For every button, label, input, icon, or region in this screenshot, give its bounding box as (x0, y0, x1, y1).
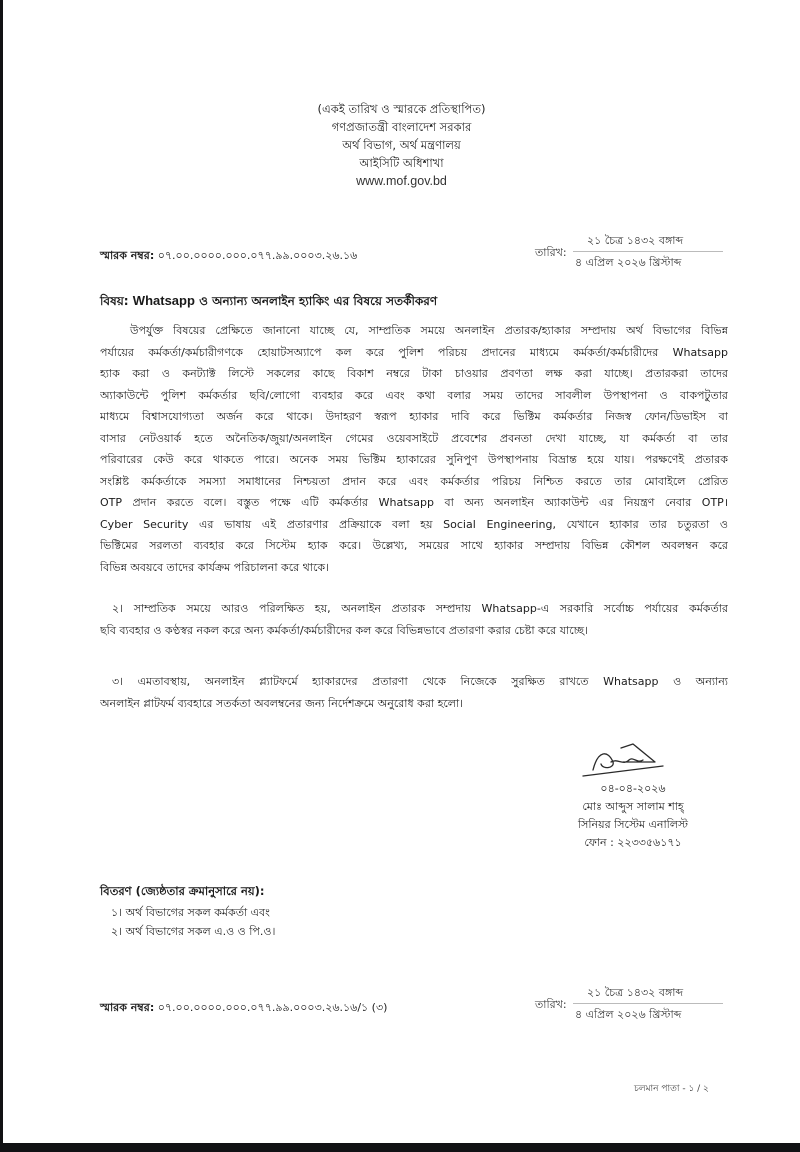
signatory-phone: ফোন : ২২৩৩৫৬১৭১ (584, 836, 682, 849)
paragraph-line: ভিক্টিমের সরলতা ব্যবহার করে সিস্টেম হ্যাক করে। উল্লেখ্য, সময়ের সাথে হ্যাকার সম্প্রদায় বিভিন্ন কৌশল অবলম্বন করে (100, 539, 728, 552)
memo-number-label: স্মারক নম্বর: (100, 249, 155, 262)
memo-row-bottom (100, 982, 725, 1026)
paragraph-line: উপর্যুক্ত বিষয়ের প্রেক্ষিতে জানানো যাচ্ছে যে, সাম্প্রতিক সময়ে অনলাইন প্রতারক/হ্যাকার সম্প্রদায় অর্থ বিভাগের বিভিন্ন (130, 324, 728, 337)
division-name: অর্থ বিভাগ, অর্থ মন্ত্রণালয় (342, 138, 461, 152)
government-name: গণপ্রজাতন্ত্রী বাংলাদেশ সরকার (331, 120, 472, 134)
distribution-item: ১। অর্থ বিভাগের সকল কর্মকর্তা এবং (111, 906, 270, 919)
signature-icon (563, 740, 703, 780)
paragraph-line: বিভিন্ন অবয়বে তাদের কার্যক্রম পরিচালনা করে থাকে। (100, 560, 330, 574)
subject-app-name: Whatsapp (132, 293, 195, 308)
date-block (535, 230, 725, 274)
paragraph-1 (100, 320, 728, 578)
subject-text: ও অন্যান্য অনলাইন হ্যাকিং এর বিষয়ে সতর্কীকরণ (199, 294, 438, 308)
memo-number-label: স্মারক নম্বর: (100, 1001, 155, 1014)
website-link[interactable]: www.mof.gov.bd (356, 174, 447, 188)
paragraph-line: অ্যাকাউন্টে পুলিশ কর্মকর্তার ছবি/লোগো ব্যবহার করে এবং কথা বলার সময় তাদের সাবলীল উপস্থাপনা ও বাকপটুতার (100, 388, 728, 402)
memo-number-value: ০৭.০০.০০০০.০০০.০৭৭.৯৯.০০০৩.২৬.১৬/১ (৩) (157, 1001, 388, 1014)
date-gregorian: ৪ এপ্রিল ২০২৬ খ্রিস্টাব্দ (575, 1008, 682, 1021)
subject-line (100, 293, 437, 313)
paragraph-line: অনলাইন প্লাটফর্ম ব্যবহারে সতর্কতা অবলম্বনের জন্য নির্দেশক্রমে অনুরোধ করা হলো। (100, 696, 464, 710)
paragraph-line: OTP প্রদান করতে বলে। বস্তুত পক্ষে এটি কর্মকর্তার Whatsapp বা অন্য অনলাইন অ্যাকাউন্ট এর নিয়ন্ত্রণ নেবার OTP। (100, 496, 728, 509)
signature-date: ০৪-০৪-২০২৬ (600, 782, 666, 795)
date-bangla: ২১ চৈত্র ১৪৩২ বঙ্গাব্দ (587, 234, 684, 247)
branch-name: আইসিটি অধিশাখা (359, 156, 444, 170)
signatory-designation: সিনিয়র সিস্টেম এনালিস্ট (577, 818, 689, 831)
paragraph-line: ২। সাম্প্রতিক সময়ে আরও পরিলক্ষিত হয়, অনলাইন প্রতারক সম্প্রদায় Whatsapp-এ সরকারি সর্বোচ্চ পর্যায়ের কর্মকর্তার (112, 602, 728, 615)
paragraph-2 (100, 598, 728, 641)
date-label: তারিখ: (535, 998, 567, 1011)
paragraph-line: ৩। এমতাবস্থায়, অনলাইন প্ল্যাটফর্মে হ্যাকারদের প্রতারণা থেকে নিজেকে সুরক্ষিত রাখতে Whatsapp ও অন্যান্য (112, 675, 728, 688)
paragraph-3 (100, 671, 728, 714)
paragraph-line: বাসার নেটওয়ার্ক হতে অনৈতিক/জুয়া/অনলাইন গেমের ওয়েবসাইটে প্রবেশের প্রবনতা দেখা যাচ্ছে, যা কর্মকর্তা বা তার (100, 431, 728, 445)
paragraph-line: হ্যাক করা ও কনট্যাক্ট লিস্টে সকলের কাছে বিকাশ নম্বরে টাকা চাওয়ার প্রবণতা লক্ষ করা যাচ্ছে। প্রতারকরা তাদের (100, 367, 728, 380)
date-gregorian: ৪ এপ্রিল ২০২৬ খ্রিস্টাব্দ (575, 256, 682, 269)
signatory-name: মোঃ আব্দুস সালাম শাহ্ (582, 800, 684, 813)
paragraph-line: মাধ্যমে বিশ্বাসযোগ্যতা অর্জন করে থাকে। উদাহরণ স্বরূপ হ্যাকার দাবি করে ভিক্টিম কর্মকর্তার নিজস্ব ফোন/ডিভাইস বা (100, 410, 728, 423)
date-label: তারিখ: (535, 246, 567, 259)
paragraph-line: Cyber Security এর ভাষায় এই প্রতারণার প্রক্রিয়াকে বলা হয় Social Engineering, যেখানে হ্যাকার তার চতুরতা ও (100, 517, 728, 531)
subject-label: বিষয়: (100, 294, 129, 308)
paragraph-line: ছবি ব্যবহার ও কণ্ঠস্বর নকল করে অন্য কর্মকর্তা/কর্মচারীদের কল করে বিভিন্নভাবে প্রতারণা করার চেষ্টা করে যাচ্ছে। (100, 623, 588, 637)
page-indicator: চলমান পাতা - ১ / ২ (634, 1084, 709, 1094)
signatory-block (543, 780, 723, 852)
paragraph-line: পরিবারের কেউ করে থাকতে পারে। অনেক সময় ভিক্টিম হ্যাকারের সুনিপুণ উপস্থাপনায় বিভ্রান্ত হয়ে যায়। পরক্ষণেই প্রতারক (100, 453, 728, 466)
memo-row-top (100, 230, 725, 274)
letterhead (3, 100, 800, 190)
distribution-list (111, 903, 275, 941)
date-divider (573, 251, 723, 252)
replacement-note: (একই তারিখ ও স্মারকে প্রতিস্থাপিত) (317, 102, 486, 116)
distribution-title: বিতরণ (জ্যেষ্ঠতার ক্রমানুসারে নয়): (100, 884, 265, 898)
distribution-item: ২। অর্থ বিভাগের সকল এ.ও ও পি.ও। (111, 925, 276, 938)
date-bangla: ২১ চৈত্র ১৪৩২ বঙ্গাব্দ (587, 986, 684, 999)
memo-number (100, 999, 387, 1018)
paragraph-line: পর্যায়ের কর্মকর্তা/কর্মচারীগণকে হোয়াটসঅ্যাপে কল করে পুলিশ পরিচয় প্রদানের মাধ্যমে কর্মকর্তা/কর্মচারীদের Whatsapp (100, 345, 728, 359)
date-block (535, 982, 725, 1026)
memo-number-value: ০৭.০০.০০০০.০০০.০৭৭.৯৯.০০০৩.২৬.১৬ (157, 249, 358, 262)
date-divider (573, 1003, 723, 1004)
memo-number (100, 247, 357, 266)
document-page (3, 0, 800, 1143)
paragraph-line: সংশ্লিষ্ট কর্মকর্তাকে সমস্যা সমাধানের নিশ্চয়তা প্রদান করে এবং কর্মকর্তার পরিচয় নিশ্চিত করতে তার মোবাইলে প্রেরিত (100, 474, 728, 488)
